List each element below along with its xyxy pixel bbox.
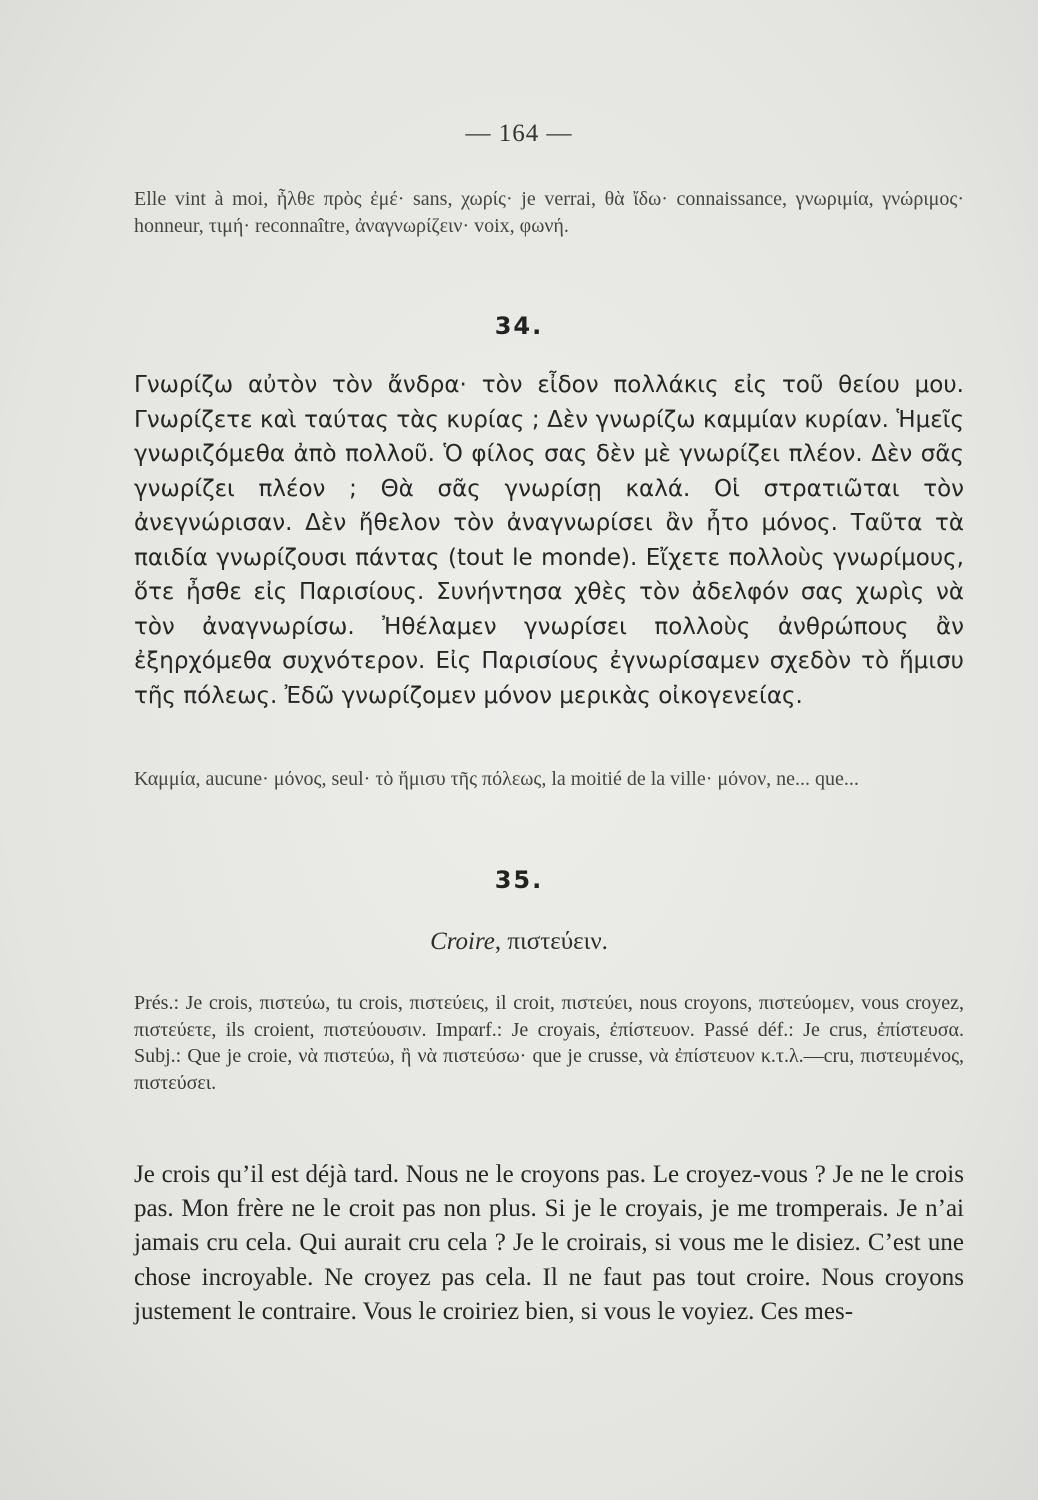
page-number: — 164 — [465,120,573,147]
section-34-exercise: Γνωρίζω αὐτὸν τὸν ἄνδρα· τὸν εἶδον πολλάκις εἰς τοῦ θείου μου. Γνωρίζετε καὶ ταύτας τὰς κυρίας ; Δὲν γνωρίζω καμμίαν κυρίαν. Ἡμεῖς γνωριζόμεθα ἀπὸ πολλοῦ. Ὁ φίλος σας δὲν μὲ γνωρίζει πλέον. Δὲν σᾶς γνωρίζει πλέον ; Θὰ σᾶς γνωρίσῃ καλά. Οἱ στρατιῶται τὸν ἀνεγνώρισαν. Δὲν ἤθελον τὸν ἀναγνωρίσει ἂν ἦτο μόνος. Ταῦτα τὰ παιδία γνωρίζουσι πάντας (tout le monde). Εἴχετε πολλοὺς γνωρίμους, ὅτε ἦσθε εἰς Παρισίους. Συνήντησα χθὲς τὸν ἀδελφόν σας χωρὶς νὰ τὸν ἀναγνωρίσω. Ἠθέλαμεν γνωρίσει πολλοὺς ἀνθρώπους ἂν ἐξηρχόμεθα συχνότερον. Εἰς Παρισίους ἐγνωρίσαμεν σχεδὸν τὸ ἥμισυ τῆς πόλεως. Ἐδῶ γνωρίζομεν μόνον μερικὰς οἰκογενείας. [134,372,964,709]
intro-vocabulary: Elle vint à moi, ἦλθε πρὸς ἐμέ· sans, χωρίς· je verrai, θὰ ἴδω· connaissance, γνωριμία, γνώριμος· honneur, τιμή· reconnaître, ἀναγνωρίζειν· voix, φωνή. [134,188,964,237]
title-greek: , πιστεύειν. [494,928,608,955]
section-35-heading: 35. [494,866,544,894]
section-35-title [0,928,1038,956]
title-french: Croire [430,928,495,955]
conjugation-table: Prés.: Je crois, πιστεύω, tu crois, πιστεύεις, il croit, πιστεύει, nous croyons, πιστεύομεν, vous croyez, πιστεύετε, ils croient, πιστεύουσιν. Impαrf.: Je croyais, ἐπίστευον. Passé déf.: Je crus, ἐπίστευσα. Subj.: Que je croie, νὰ πιστεύω, ἢ νὰ πιστεύσω· que je crusse, νὰ ἐπίστευον κ.τ.λ.—cru, πιστευμένος, πιστεύσει. [134,992,964,1094]
section-34-heading: 34. [494,312,544,340]
section-35-exercise: Je crois qu’il est déjà tard. Nous ne le croyons pas. Le croyez-vous ? Je ne le crois pas. Mon frère ne le croit pas non plus. Si je le croyais, je me tromperais. Je n’ai jamais cru cela. Qui aurait cru cela ? Je le croirais, si vous me le disiez. C’est une chose incroyable. Ne croyez pas cela. Il ne faut pas tout croire. Nous croyons justement le contraire. Vous le croiriez bien, si vous le voyiez. Ces mes- [134,1161,964,1325]
section-34-vocabulary: Καμμία, aucune· μόνος, seul· τὸ ἥμισυ τῆς πόλεως, la moitié de la ville· μόνον, ne... que... [134,768,859,790]
